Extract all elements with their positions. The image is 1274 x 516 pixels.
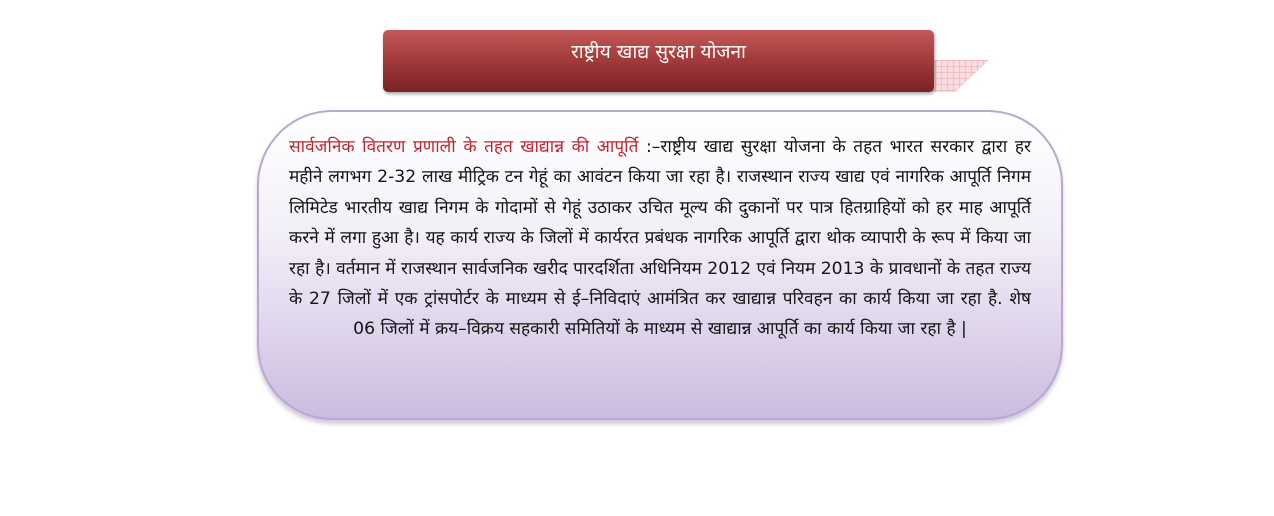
title-banner [383, 30, 934, 92]
content-heading: सार्वजनिक वितरण प्रणाली के तहत खाद्यान्न की आपूर्ति [289, 137, 639, 157]
content-paragraph [289, 132, 1031, 345]
content-body: राष्ट्रीय खाद्य सुरक्षा योजना के तहत भारत सरकार द्वारा हर महीने लगभग 2-32 लाख मीट्रिक टन गेहूं का आवंटन किया जा रहा है। राजस्थान राज्य खाद्य एवं नागरिक आपूर्ति निगम लिमिटेड भारतीय खाद्य निगम के गोदामों से गेहूं उठाकर उचित मूल्य की दुकानों पर पात्र हितग्राहियों को हर माह आपूर्ति करने में लगा हुआ है। यह कार्य राज्य के जिलों में कार्यरत प्रबंधक नागरिक आपूर्ति द्वारा थोक व्यापारी के रूप में किया जा रहा है। वर्तमान में राजस्थान सार्वजनिक खरीद पारदर्शिता अधिनियम 2012 एवं नियम 2013 के प्रावधानों के तहत राज्य के 27 जिलों में एक ट्रांसपोर्टर के माध्यम से ई–निविदाएं आमंत्रित कर खाद्यान्न परिवहन का कार्य किया जा रहा है. शेष 06 जिलों में क्रय–विक्रय सहकारी समितियों के माध्यम से खाद्यान्न आपूर्ति का कार्य किया जा रहा है | [289, 137, 1031, 340]
page-title: राष्ट्रीय खाद्य सुरक्षा योजना [571, 41, 746, 63]
heading-separator: :– [638, 137, 661, 157]
content-panel [257, 110, 1063, 420]
